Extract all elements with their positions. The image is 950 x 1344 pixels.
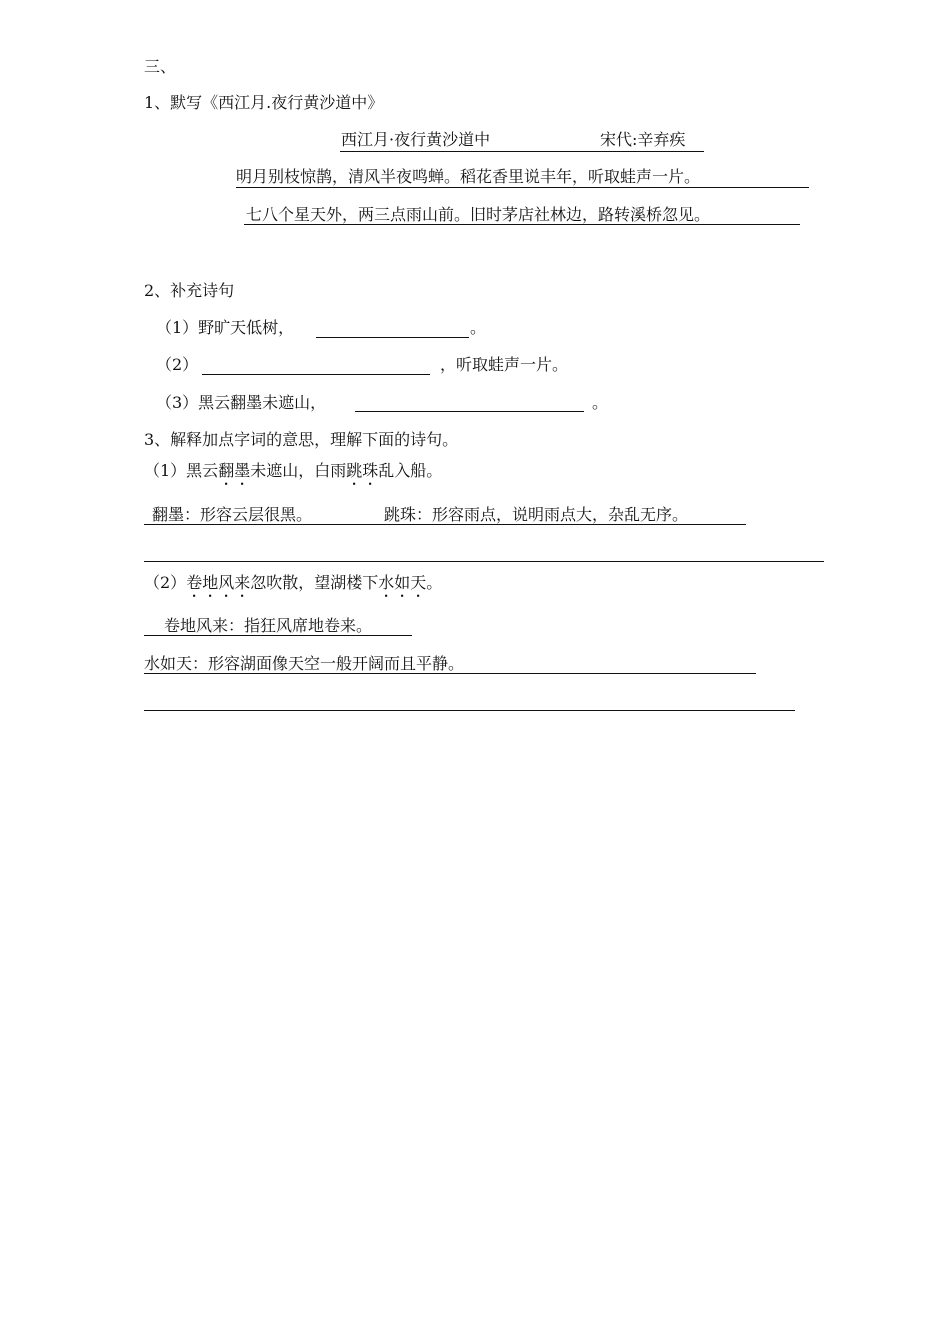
q2-item-2-blank[interactable] [202,374,430,375]
q3-sub-1-answer-a: 翻墨：形容云层很黑。 [152,505,313,524]
q3-sub-1-suffix: 乱入船。 [378,461,443,480]
poem-line-1: 明月别枝惊鹊，清风半夜鸣蝉。稻花香里说丰年，听取蛙声一片。 [236,167,701,186]
q2-title: 2、补充诗句 [144,281,235,300]
q2-item-2-suffix: ，听取蛙声一片。 [440,355,569,374]
section-number: 三、 [144,57,177,76]
q3-sub-1-mid: 未遮山，白雨 [250,461,347,480]
poem-author: 宋代:辛弃疾 [600,130,686,149]
poem-line-1-underline [236,187,809,188]
q3-sub-1-sentence [144,461,442,489]
q3-sub-2-prefix: （2） [144,573,187,592]
q3-sub-1-dotted-word-1: 翻墨 [218,461,251,480]
q3-sub-2-sentence [144,573,442,601]
q3-sub-1-answer-underline [144,524,746,525]
q3-sub-2-dotted-word-2: 水如天 [378,573,427,592]
q3-title: 3、解释加点字词的意思，理解下面的诗句。 [144,430,459,449]
q2-item-3-blank[interactable] [355,411,584,412]
q3-sub-2-extra-blank[interactable] [144,710,795,711]
q2-item-1-prefix: （1）野旷天低树， [156,318,295,337]
q1-title: 1、默写《西江月.夜行黄沙道中》 [144,93,384,112]
q3-sub-2-answer-a: 卷地风来：指狂风席地卷来。 [164,616,373,635]
q2-item-1-suffix: 。 [470,318,487,337]
q3-sub-1-answer-b: 跳珠：形容雨点，说明雨点大，杂乱无序。 [384,505,689,524]
q2-item-3-prefix: （3）黑云翻墨未遮山， [156,393,327,412]
q3-sub-2-answer-b-underline [144,673,756,674]
q2-item-3-suffix: 。 [592,393,609,412]
q3-sub-2-answer-a-underline [144,635,412,636]
q3-sub-1-extra-blank[interactable] [144,561,824,562]
poem-title-underline [340,151,704,152]
poem-line-2: 七八个星天外，两三点雨山前。旧时茅店社林边，路转溪桥忽见。 [246,205,711,224]
q3-sub-1-dotted-word-2: 跳珠 [346,461,379,480]
poem-line-2-underline [244,224,800,225]
q2-item-1-blank[interactable] [316,337,469,338]
q3-sub-2-suffix: 。 [426,573,443,592]
q2-item-2-prefix: （2） [156,355,199,374]
poem-title: 西江月·夜行黄沙道中 [341,130,491,149]
q3-sub-2-mid: 忽吹散，望湖楼下 [250,573,379,592]
q3-sub-2-answer-b: 水如天：形容湖面像天空一般开阔而且平静。 [144,654,465,673]
q3-sub-2-dotted-word-1: 卷地风来 [186,573,251,592]
q3-sub-1-prefix: （1）黑云 [144,461,219,480]
